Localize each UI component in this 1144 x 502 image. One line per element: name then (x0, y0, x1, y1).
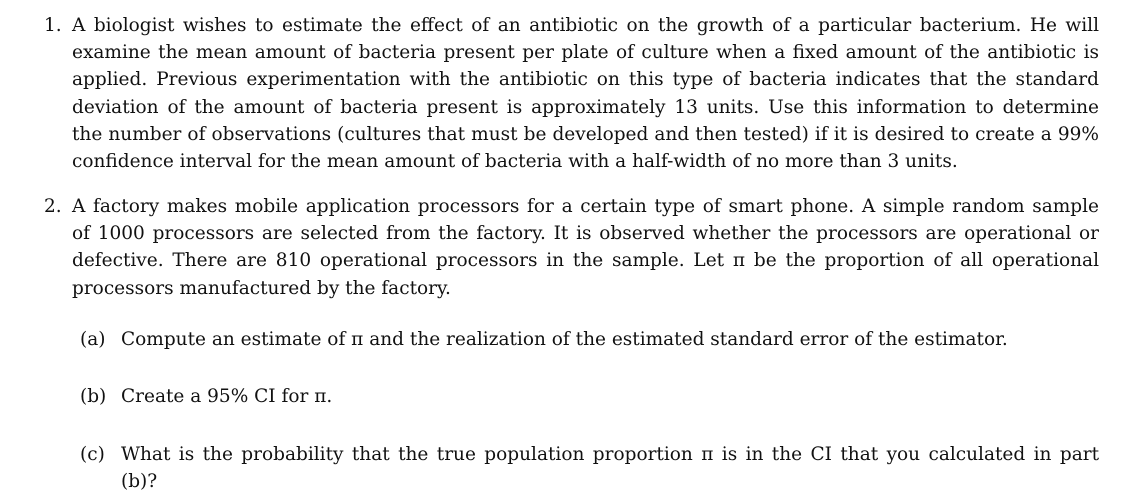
subpart-label: (a) (80, 329, 106, 350)
text-line: Create a 95% CI for π. (121, 386, 333, 407)
text-line: A factory makes mobile application processors for a certain type of smart phone. A simple random sample (72, 196, 1099, 217)
text-line: (b)? (121, 471, 158, 492)
text-line: processors manufactured by the factory. (72, 277, 451, 299)
problem-2-text (72, 193, 1099, 302)
problem-number: 1. (44, 15, 62, 36)
text-line: the number of observations (cultures that must be developed and then tested) if it is desired to create a 99% (72, 123, 1099, 145)
subpart-label: (c) (80, 444, 105, 465)
problem-1-text (72, 12, 1099, 175)
subpart-text (121, 441, 1099, 495)
subpart-text (121, 383, 1099, 410)
text-line: of 1000 processors are selected from the factory. It is observed whether the processors are operational or (72, 223, 1099, 245)
text-line: confidence interval for the mean amount of bacteria with a half-width of no more than 3 units. (72, 151, 958, 173)
text-line: A biologist wishes to estimate the effect of an antibiotic on the growth of a particular bacterium. He will (72, 15, 1099, 36)
text-line: Compute an estimate of π and the realization of the estimated standard error of the estimator. (121, 329, 1008, 350)
text-line: defective. There are 810 operational processors in the sample. Let π be the proportion of all operational (72, 250, 1099, 272)
text-line: applied. Previous experimentation with the antibiotic on this type of bacteria indicates that the standard (72, 69, 1099, 91)
text-line: deviation of the amount of bacteria present is approximately 13 units. Use this information to determine (72, 96, 1099, 118)
text-line: examine the mean amount of bacteria present per plate of culture when a fixed amount of the antibiotic is (72, 42, 1099, 64)
text-line: What is the probability that the true population proportion π is in the CI that you calculated in part (121, 444, 1099, 465)
subpart-label: (b) (80, 386, 107, 407)
subpart-text (121, 326, 1099, 353)
problem-number: 2. (44, 196, 62, 217)
